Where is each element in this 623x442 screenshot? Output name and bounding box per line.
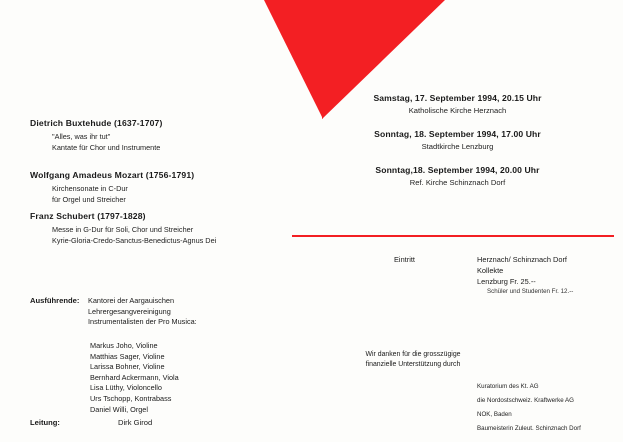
sponsor-item: NOK, Baden bbox=[477, 410, 512, 418]
list-item: Lisa Lüthy, Violoncello bbox=[90, 383, 162, 393]
direction-label: Leitung: bbox=[30, 418, 60, 427]
sponsors-list bbox=[477, 382, 622, 438]
performers-label: Ausführende: bbox=[30, 296, 80, 305]
composer-name: Franz Schubert (1797-1828) bbox=[30, 211, 146, 221]
performers-ensembles bbox=[88, 296, 197, 328]
composer-name: Dietrich Buxtehude (1637-1707) bbox=[30, 118, 163, 128]
program-column bbox=[0, 0, 290, 442]
list-item: Daniel Willi, Orgel bbox=[90, 404, 148, 414]
list-item: Matthias Sager, Violine bbox=[90, 351, 165, 361]
list-item: Markus Joho, Violine bbox=[90, 341, 158, 350]
admission-line: Lenzburg Fr. 25.-- bbox=[477, 277, 536, 286]
admission-note: Schüler und Studenten Fr. 12.-- bbox=[487, 288, 574, 295]
list-item: Bernhard Ackermann, Viola bbox=[90, 372, 179, 382]
ensemble-line: Kantorei der Aargauischen bbox=[88, 296, 174, 305]
list-item: Urs Tschopp, Kontrabass bbox=[90, 393, 172, 403]
admission-label: Eintritt bbox=[394, 255, 415, 264]
work-subtitle: für Orgel und Streicher bbox=[52, 194, 126, 204]
work-title: Kirchensonate in C-Dur bbox=[52, 184, 128, 193]
admission-line: Kollekte bbox=[477, 266, 504, 275]
concert-dates bbox=[292, 93, 623, 201]
details-column bbox=[292, 0, 623, 442]
conductor-name: Dirk Girod bbox=[118, 418, 153, 427]
concert-venue: Ref. Kirche Schinznach Dorf bbox=[409, 178, 506, 187]
concert-venue: Stadtkirche Lenzburg bbox=[421, 142, 494, 151]
work-title: Messe in G-Dur für Soli, Chor und Streicher bbox=[52, 225, 194, 234]
work-title: "Alles, was ihr tut" bbox=[52, 132, 111, 141]
ensemble-line: Lehrergesangvereinigung bbox=[88, 306, 171, 316]
sponsor-item: Kuratorium des Kt. AG bbox=[477, 383, 539, 390]
admission-line: Herznach/ Schinznach Dorf bbox=[477, 255, 567, 264]
sponsor-item: die Nordostschweiz. Kraftwerke AG bbox=[477, 396, 574, 404]
work-subtitle: Kyrie-Gloria-Credo-Sanctus-Benedictus-Agnus Dei bbox=[52, 235, 217, 245]
program-work bbox=[30, 211, 216, 246]
work-subtitle: Kantate für Chor und Instrumente bbox=[52, 142, 161, 152]
sponsor-item: Baumeisterin Zuleut. Schinznach Dorf bbox=[477, 424, 581, 432]
concert-entry bbox=[292, 129, 623, 151]
concert-entry bbox=[292, 165, 623, 187]
program-work bbox=[30, 118, 163, 153]
players-list bbox=[30, 341, 280, 415]
list-item: Larissa Bohner, Violine bbox=[90, 362, 165, 372]
thanks-text: Wir danken für die grosszügige finanzielle Unterstützung durch bbox=[365, 351, 461, 368]
concert-datetime: Sonntag,18. September 1994, 20.00 Uhr bbox=[375, 165, 540, 175]
concert-datetime: Samstag, 17. September 1994, 20.15 Uhr bbox=[373, 93, 542, 103]
composer-name: Wolfgang Amadeus Mozart (1756-1791) bbox=[30, 170, 195, 180]
program-work bbox=[30, 170, 194, 205]
ensemble-line: Instrumentalisten der Pro Musica: bbox=[88, 317, 197, 326]
concert-venue: Katholische Kirche Herznach bbox=[408, 106, 507, 115]
admission-values bbox=[477, 255, 573, 297]
concert-entry bbox=[292, 93, 623, 115]
concert-datetime: Sonntag, 18. September 1994, 17.00 Uhr bbox=[374, 129, 541, 139]
